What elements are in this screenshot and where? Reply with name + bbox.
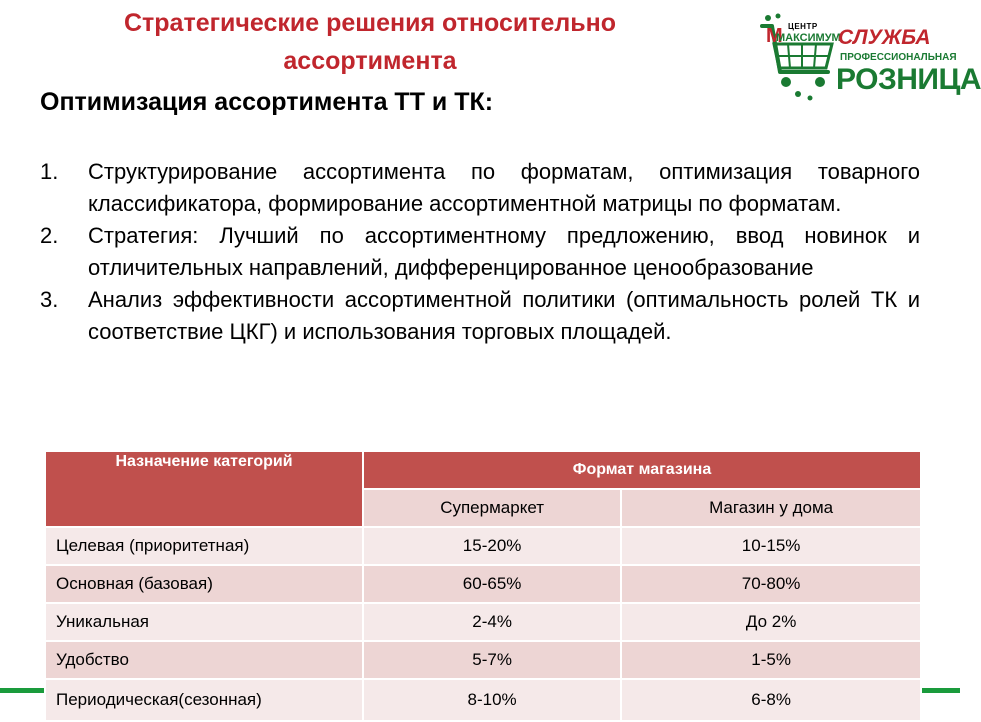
section-subtitle: Оптимизация ассортимента ТТ и ТК: — [40, 88, 494, 116]
company-logo — [758, 12, 981, 104]
header-format: Формат магазина — [363, 451, 921, 489]
category-name: Уникальная — [45, 603, 363, 641]
list-item-number: 3. — [40, 287, 59, 312]
home-store-value: 70-80% — [621, 565, 921, 603]
list-item-text: Анализ эффективности ассортиментной политики (оптимальность ролей ТК и соответствие ЦКГ) и использования торговых площадей. — [88, 287, 920, 344]
table-header-row — [45, 451, 921, 489]
home-store-value: 10-15% — [621, 527, 921, 565]
supermarket-value: 8-10% — [363, 679, 621, 721]
category-name: Периодическая(сезонная) — [45, 679, 363, 721]
table-row — [45, 679, 921, 721]
svg-text:M: M — [766, 25, 783, 47]
home-store-value: До 2% — [621, 603, 921, 641]
table-row — [45, 527, 921, 565]
list-item-text: Структурирование ассортимента по форматам, оптимизация товарного классификатора, формирование ассортиментной матрицы по форматам. — [88, 159, 920, 216]
logo-roznica-text: РОЗНИЦА — [836, 63, 981, 96]
strategy-list — [40, 156, 920, 348]
list-item — [40, 156, 920, 220]
logo-center-text: ЦЕНТР — [788, 22, 818, 31]
category-name: Удобство — [45, 641, 363, 679]
header-category: Назначение категорий — [45, 451, 363, 527]
decor-line-left — [0, 688, 44, 693]
table-row — [45, 603, 921, 641]
logo-sluzhba-text: СЛУЖБА — [838, 26, 931, 49]
list-item — [40, 284, 920, 348]
logo-professional-text: ПРОФЕССИОНАЛЬНАЯ — [840, 52, 957, 63]
subheader-home-store: Магазин у дома — [621, 489, 921, 527]
decor-line-right — [922, 688, 960, 693]
list-item — [40, 220, 920, 284]
supermarket-value: 2-4% — [363, 603, 621, 641]
table-row — [45, 565, 921, 603]
list-item-number: 1. — [40, 159, 59, 184]
subheader-supermarket: Супермаркет — [363, 489, 621, 527]
supermarket-value: 60-65% — [363, 565, 621, 603]
list-item-number: 2. — [40, 223, 59, 248]
home-store-value: 6-8% — [621, 679, 921, 721]
supermarket-value: 15-20% — [363, 527, 621, 565]
supermarket-value: 5-7% — [363, 641, 621, 679]
table-row — [45, 641, 921, 679]
slide-title-line-1: Стратегические решения относительно — [123, 9, 617, 37]
slide-title-line-2: ассортимента — [283, 47, 457, 75]
home-store-value: 1-5% — [621, 641, 921, 679]
category-name: Основная (базовая) — [45, 565, 363, 603]
list-item-text: Стратегия: Лучший по ассортиментному предложению, ввод новинок и отличительных направлений, дифференцированное ценообразование — [88, 223, 920, 280]
category-format-table — [44, 450, 922, 722]
logo-maksimum-text: МАКСИМУМ — [776, 32, 841, 44]
category-name: Целевая (приоритетная) — [45, 527, 363, 565]
